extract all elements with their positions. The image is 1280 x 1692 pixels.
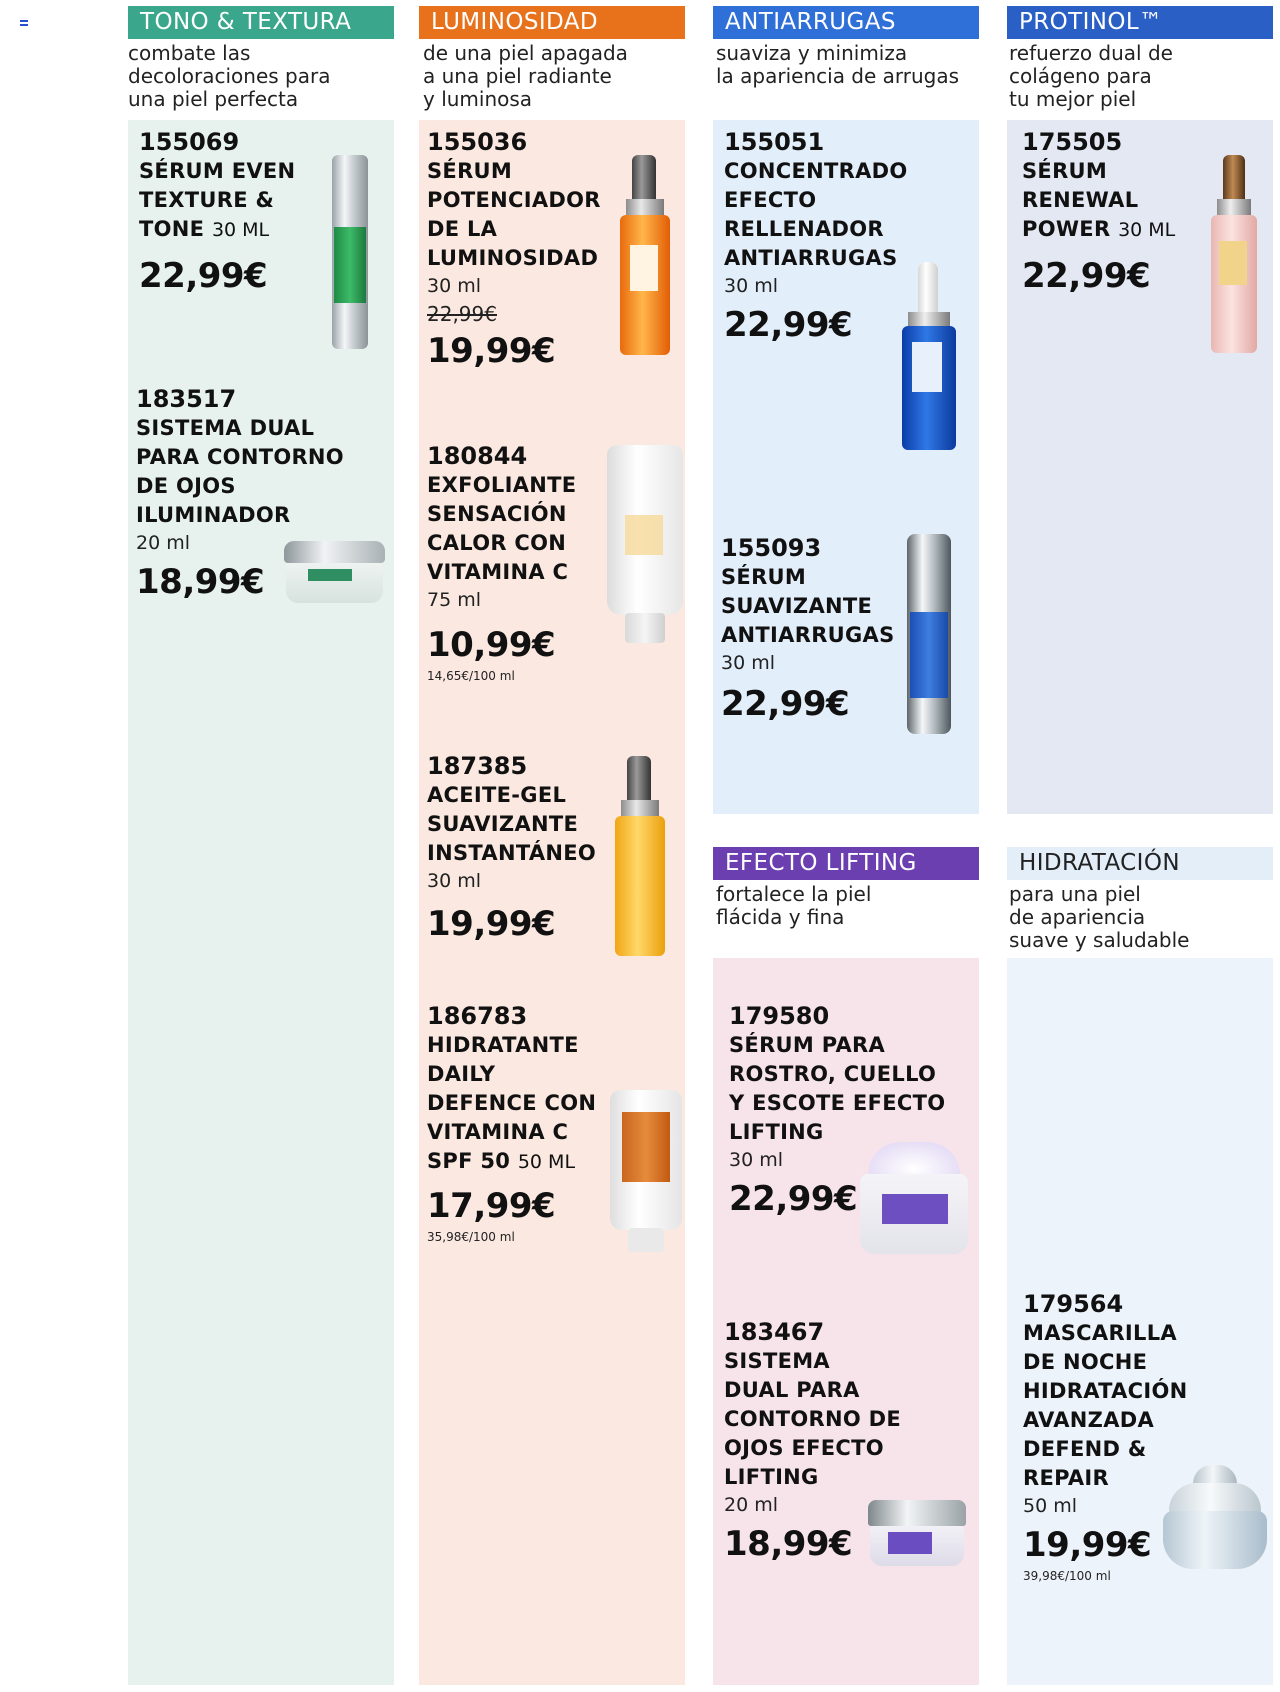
section-header-hidratacion: HIDRATACIÓN [1007,847,1273,880]
product-name: SÉRUM EVEN TEXTURE & TONE 30 ML [139,159,296,241]
section-subtitle-protinol: refuerzo dual de colágeno para tu mejor piel [1009,41,1173,111]
product-price: 19,99€ [427,904,556,944]
product-name: CONCENTRADO EFECTO RELLENADOR ANTIARRUGAS [724,159,908,270]
product-price: 17,99€ [427,1186,556,1226]
product-155036[interactable] [427,128,617,374]
green-serum-bottle-icon [326,155,374,349]
product-name: SISTEMA DUAL PARA CONTORNO DE OJOS ILUMINADOR [136,416,344,527]
product-code: 155036 [427,128,528,156]
product-name: SÉRUM POTENCIADOR DE LA LUMINOSIDAD [427,159,601,270]
product-155069[interactable] [139,128,319,299]
product-size: 75 ml [427,589,482,611]
product-code: 179564 [1023,1290,1124,1318]
section-subtitle-luminosidad: de una piel apagada a una piel radiante y luminosa [423,41,628,111]
blue-dropper-bottle-icon [900,262,958,450]
product-code: 155051 [724,128,825,156]
section-subtitle-antiarrugas: suaviza y minimiza la apariencia de arrugas [716,41,960,88]
yellow-dropper-bottle-icon [613,756,667,956]
section-header-antiarrugas: ANTIARRUGAS [713,6,979,39]
product-price: 19,99€ [1023,1525,1152,1565]
product-size: 30 ml [729,1149,784,1171]
product-size: 20 ml [136,532,191,554]
product-name: SÉRUM RENEWAL POWER 30 ML [1022,159,1176,241]
section-subtitle-lifting: fortalece la piel flácida y fina [716,882,872,929]
product-old-price: 22,99€ [427,302,497,326]
product-name: SÉRUM SUAVIZANTE ANTIARRUGAS [721,565,895,647]
product-unit-price: 35,98€/100 ml [427,1230,515,1244]
product-size: 30 ml [427,275,482,297]
white-eye-cream-jar-icon [284,541,385,607]
product-price: 22,99€ [724,305,853,345]
product-175505[interactable] [1022,128,1212,299]
product-price: 18,99€ [136,562,265,602]
product-code: 180844 [427,442,528,470]
product-price: 22,99€ [729,1179,858,1219]
section-header-luminosidad: LUMINOSIDAD [419,6,685,39]
product-name: SISTEMA DUAL PARA CONTORNO DE OJOS EFECTO LIFTING [724,1349,902,1489]
product-name: ACEITE-GEL SUAVIZANTE INSTANTÁNEO [427,783,597,865]
product-code: 175505 [1022,128,1123,156]
purple-cream-jar-icon [860,1142,968,1254]
section-subtitle-tono: combate las decoloraciones para una piel perfecta [128,41,331,111]
product-code: 183467 [724,1318,825,1346]
section-header-lifting: EFECTO LIFTING [713,847,979,880]
product-155093[interactable] [721,534,921,727]
section-subtitle-hidratacion: para una piel de apariencia suave y saludable [1009,882,1190,952]
product-code: 155093 [721,534,822,562]
section-panel-tono [128,120,394,1685]
product-186783[interactable] [427,1002,617,1245]
product-code: 183517 [136,385,237,413]
product-unit-price: 14,65€/100 ml [427,669,515,683]
section-header-protinol: PROTINOL™ [1007,6,1273,39]
product-name: MASCARILLA DE NOCHE HIDRATACIÓN AVANZADA DEFEND & REPAIR [1023,1321,1188,1490]
product-size: 20 ml [724,1494,779,1516]
white-tube-icon [607,445,683,643]
product-size: 30 ML [1118,219,1176,241]
product-size: 50 ML [517,1151,576,1173]
product-price: 19,99€ [427,331,556,371]
pink-dropper-bottle-icon [1209,155,1259,353]
product-price: 22,99€ [139,256,268,296]
product-size: 50 ml [1023,1495,1078,1517]
product-187385[interactable] [427,752,617,947]
product-unit-price: 39,98€/100 ml [1023,1569,1111,1583]
product-price: 18,99€ [724,1524,853,1564]
product-name: HIDRATANTE DAILY DEFENCE CON VITAMINA C SPF 50 50 ML [427,1033,597,1173]
menu-icon [20,20,28,26]
product-180844[interactable] [427,442,617,684]
product-price: 22,99€ [721,684,850,724]
product-size: 30 ML [211,219,270,241]
product-price: 10,99€ [427,625,556,665]
orange-white-tube-icon [610,1090,682,1252]
silver-blue-serum-bottle-icon [903,534,955,734]
product-code: 186783 [427,1002,528,1030]
product-name: SÉRUM PARA ROSTRO, CUELLO Y ESCOTE EFECTO LIFTING [729,1033,946,1144]
product-code: 179580 [729,1002,830,1030]
product-size: 30 ml [427,870,482,892]
section-header-tono: TONO & TEXTURA [128,6,394,39]
product-name: EXFOLIANTE SENSACIÓN CALOR CON VITAMINA C [427,473,577,584]
product-code: 155069 [139,128,240,156]
product-code: 187385 [427,752,528,780]
orange-dropper-bottle-icon [618,155,672,355]
product-size: 30 ml [721,652,776,674]
glass-cream-jar-icon [1163,1465,1267,1569]
product-size: 30 ml [724,275,779,297]
product-155051[interactable] [724,128,924,348]
purple-eye-cream-jar-icon [868,1500,966,1570]
product-price: 22,99€ [1022,256,1151,296]
